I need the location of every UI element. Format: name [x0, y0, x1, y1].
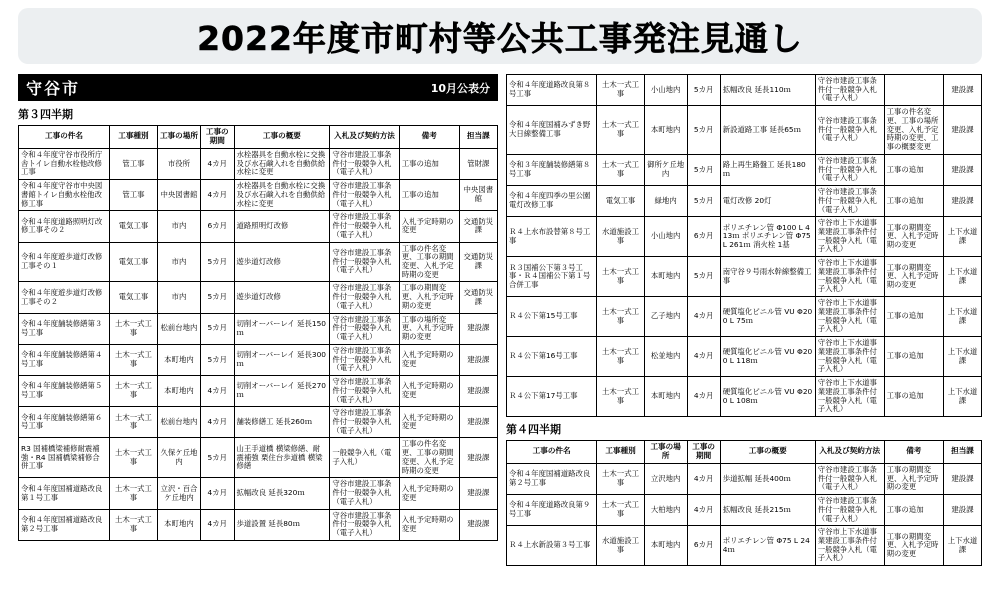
cell-note	[884, 75, 943, 106]
cell-note: 工事の追加	[884, 377, 943, 417]
cell-method: 守谷市建設工事条件付一般競争入札（電子入札）	[330, 344, 399, 375]
cell-note: 入札予定時期の変更	[399, 344, 459, 375]
cell-summary: 歩道設置 延長80ｍ	[234, 509, 330, 540]
col-header-period: 工事の期間	[201, 126, 235, 149]
cell-period: 5カ月	[687, 75, 720, 106]
cell-place: 松前台地内	[157, 407, 200, 438]
cell-method: 守谷市建設工事条件付一般競争入札（電子入札）	[330, 242, 399, 282]
cell-name: 令和４年度遊歩道灯改修工事その２	[19, 282, 110, 313]
cell-note: 工事の期間変更、入札予定時期の変更	[884, 463, 943, 494]
section-label-q4: 第４四半期	[506, 422, 561, 436]
cell-place: 小山地内	[644, 75, 687, 106]
cell-name: Ｒ４公下第16号工事	[507, 337, 597, 377]
cell-note: 入札予定時期の変更	[399, 376, 459, 407]
cell-note: 入札予定時期の変更	[399, 407, 459, 438]
cell-name: 令和４年度舗装修繕第４号工事	[19, 344, 110, 375]
col-header-period: 工事の期間	[687, 440, 720, 463]
cell-type: 土木一式工事	[597, 297, 645, 337]
cell-period: 5カ月	[201, 313, 235, 344]
cell-name: 令和４年度舗装修繕第３号工事	[19, 313, 110, 344]
cell-method: 守谷市上下水道事業建設工事条件付一般競争入札（電子入札）	[815, 297, 884, 337]
cell-name: 令和４年度道路照明灯改修工事その２	[19, 211, 110, 242]
cell-type: 土木一式工事	[597, 463, 645, 494]
cell-dept: 上下水道課	[944, 297, 982, 337]
table-row	[507, 154, 982, 185]
cell-note: 工事の追加	[399, 180, 459, 211]
cell-note: 工事の追加	[884, 154, 943, 185]
cell-note: 工事の件名変更、工事の期間変更、入札予定時期の変更	[399, 242, 459, 282]
cell-note: 入札予定時期の変更	[399, 509, 459, 540]
cell-method: 守谷市建設工事条件付一般競争入札（電子入札）	[815, 106, 884, 155]
cell-summary: 舗装修繕工 延長260ｍ	[234, 407, 330, 438]
cell-type: 土木一式工事	[110, 509, 158, 540]
col-header-method: 入札及び契約方法	[815, 440, 884, 463]
cell-type: 電気工事	[597, 186, 645, 217]
cell-method: 守谷市建設工事条件付一般競争入札（電子入札）	[330, 282, 399, 313]
title-banner	[18, 8, 982, 64]
cell-period: 6カ月	[687, 217, 720, 257]
table-header-row	[19, 126, 498, 149]
cell-place: 久保ケ丘地内	[157, 438, 200, 478]
table-row	[19, 438, 498, 478]
cell-summary: 新設道路工事 延長65ｍ	[720, 106, 815, 155]
col-header-type: 工事種別	[110, 126, 158, 149]
cell-place: 市内	[157, 242, 200, 282]
cell-name: 令和４年度四季の里公園電灯改修工事	[507, 186, 597, 217]
cell-place: 松並地内	[644, 337, 687, 377]
cell-summary: 路上再生路盤工 延長180ｍ	[720, 154, 815, 185]
cell-method: 守谷市建設工事条件付一般競争入札（電子入札）	[815, 186, 884, 217]
cell-method: 守谷市建設工事条件付一般競争入札（電子入札）	[330, 148, 399, 179]
cell-summary: 遊歩道灯改修	[234, 242, 330, 282]
cell-period: 4カ月	[687, 337, 720, 377]
col-header-name: 工事の件名	[507, 440, 597, 463]
cell-summary: 道路照明灯改修	[234, 211, 330, 242]
cell-name: 令和４年度道路改良第８号工事	[507, 75, 597, 106]
cell-method: 守谷市建設工事条件付一般競争入札（電子入札）	[330, 313, 399, 344]
cell-period: 4カ月	[201, 407, 235, 438]
cell-summary: 歩道拡幅 延長400ｍ	[720, 463, 815, 494]
cell-summary: 切削オーバーレイ 延長150ｍ	[234, 313, 330, 344]
cell-place: 市役所	[157, 148, 200, 179]
cell-type: 土木一式工事	[597, 495, 645, 526]
cell-method: 守谷市建設工事条件付一般競争入札（電子入札）	[330, 509, 399, 540]
cell-place: 立沢・百合ケ丘地内	[157, 478, 200, 509]
cell-period: 5カ月	[201, 282, 235, 313]
cell-name: 令和４年度遊歩道灯改修工事その１	[19, 242, 110, 282]
cell-place: 小山地内	[644, 217, 687, 257]
cell-type: 管工事	[110, 148, 158, 179]
table-q4-right	[506, 440, 982, 566]
cell-method: 守谷市建設工事条件付一般競争入札（電子入札）	[330, 180, 399, 211]
table-row	[507, 217, 982, 257]
page-title: 2022年度市町村等公共工事発注見通し	[197, 18, 803, 58]
cell-type: 土木一式工事	[597, 337, 645, 377]
table-row	[19, 148, 498, 179]
table-row	[507, 377, 982, 417]
cell-name: Ｒ４公下第15号工事	[507, 297, 597, 337]
cell-dept: 建設課	[459, 376, 497, 407]
cell-period: 5カ月	[201, 438, 235, 478]
cell-period: 6カ月	[201, 211, 235, 242]
cell-type: 電気工事	[110, 242, 158, 282]
table-row	[507, 257, 982, 297]
cell-period: 5カ月	[201, 242, 235, 282]
cell-name: 令和４年度国補道路改良第１号工事	[19, 478, 110, 509]
cell-type: 水道施設工事	[597, 217, 645, 257]
cell-dept: 上下水道課	[944, 217, 982, 257]
cell-type: 土木一式工事	[597, 75, 645, 106]
table-body-left	[19, 148, 498, 540]
cell-dept: 建設課	[459, 478, 497, 509]
table-row	[507, 526, 982, 566]
cell-dept: 上下水道課	[944, 526, 982, 566]
cell-note: 工事の件名変更、工事の期間変更、入札予定時期の変更	[399, 438, 459, 478]
cell-type: 電気工事	[110, 211, 158, 242]
cell-dept: 上下水道課	[944, 337, 982, 377]
cell-place: 本町地内	[157, 344, 200, 375]
cell-place: 本町地内	[644, 257, 687, 297]
cell-type: 土木一式工事	[597, 154, 645, 185]
col-header-dept: 担当課	[944, 440, 982, 463]
cell-summary: ポリエチレン管 Φ75 L 244ｍ	[720, 526, 815, 566]
cell-dept: 建設課	[944, 186, 982, 217]
cell-method: 守谷市建設工事条件付一般競争入札（電子入札）	[815, 75, 884, 106]
col-header-name: 工事の件名	[19, 126, 110, 149]
cell-note: 入札予定時期の変更	[399, 211, 459, 242]
cell-dept: 建設課	[459, 407, 497, 438]
cell-dept: 建設課	[944, 106, 982, 155]
cell-note: 工事の追加	[884, 297, 943, 337]
cell-period: 4カ月	[201, 478, 235, 509]
cell-type: 土木一式工事	[597, 106, 645, 155]
col-header-summary: 工事の概要	[234, 126, 330, 149]
cell-note: 工事の件名変更、工事の場所変更、入札予定時期の変更、工事の概要変更	[884, 106, 943, 155]
cell-summary: 切削オーバーレイ 延長270ｍ	[234, 376, 330, 407]
cell-summary: 南守谷９号雨水幹線整備工事	[720, 257, 815, 297]
cell-summary: 電灯改修 20灯	[720, 186, 815, 217]
cell-name: Ｒ４公下第17号工事	[507, 377, 597, 417]
cell-dept: 建設課	[944, 75, 982, 106]
cell-place: 緑地内	[644, 186, 687, 217]
table-row	[507, 337, 982, 377]
cell-place: 中央図書館	[157, 180, 200, 211]
table-row	[19, 407, 498, 438]
cell-name: 令和４年度道路改良第９号工事	[507, 495, 597, 526]
cell-name: 令和４年度国補道路改良第２号工事	[507, 463, 597, 494]
table-row	[19, 242, 498, 282]
cell-dept: 交通防災課	[459, 242, 497, 282]
cell-method: 守谷市上下水道事業建設工事条件付一般競争入札（電子入札）	[815, 337, 884, 377]
cell-method: 守谷市建設工事条件付一般競争入札（電子入札）	[815, 154, 884, 185]
table-row	[19, 180, 498, 211]
cell-type: 土木一式工事	[597, 257, 645, 297]
cell-method: 守谷市建設工事条件付一般競争入札（電子入札）	[330, 478, 399, 509]
col-header-note: 備考	[399, 126, 459, 149]
table-body-right-q4	[507, 463, 982, 565]
col-header-type: 工事種別	[597, 440, 645, 463]
col-header-summary: 工事の概要	[720, 440, 815, 463]
cell-period: 4カ月	[687, 377, 720, 417]
cell-type: 管工事	[110, 180, 158, 211]
cell-method: 守谷市上下水道事業建設工事条件付一般競争入札（電子入札）	[815, 217, 884, 257]
cell-period: 5カ月	[687, 106, 720, 155]
cell-name: 令和４年度舗装修繕第５号工事	[19, 376, 110, 407]
cell-summary: 拡幅改良 延長215ｍ	[720, 495, 815, 526]
cell-method: 守谷市建設工事条件付一般競争入札（電子入札）	[330, 211, 399, 242]
cell-summary: 水栓器具を自動水栓に交換及び水石鹸入れを自動供給水栓に変更	[234, 148, 330, 179]
col-header-place: 工事の場所	[644, 440, 687, 463]
table-q3-right	[506, 74, 982, 417]
cell-place: 乙子地内	[644, 297, 687, 337]
cell-type: 水道施設工事	[597, 526, 645, 566]
cell-place: 本町地内	[644, 377, 687, 417]
table-row	[507, 75, 982, 106]
cell-note: 工事の追加	[884, 337, 943, 377]
cell-place: 本町地内	[157, 509, 200, 540]
cell-method: 守谷市建設工事条件付一般競争入札（電子入札）	[815, 495, 884, 526]
cell-method: 守谷市建設工事条件付一般競争入札（電子入札）	[815, 463, 884, 494]
cell-name: 令和４年度国補みずき野大日線整備工事	[507, 106, 597, 155]
cell-period: 4カ月	[687, 463, 720, 494]
cell-summary: 拡幅改良 延長110ｍ	[720, 75, 815, 106]
cell-period: 5カ月	[687, 257, 720, 297]
cell-name: 令和３年度舗装修繕第８号工事	[507, 154, 597, 185]
col-header-note: 備考	[884, 440, 943, 463]
cell-dept: 建設課	[459, 313, 497, 344]
cell-period: 4カ月	[687, 495, 720, 526]
cell-place: 松前台地内	[157, 313, 200, 344]
cell-place: 御所ケ丘地内	[644, 154, 687, 185]
cell-note: 工事の場所変更、入札予定時期の変更	[399, 313, 459, 344]
cell-method: 一般競争入札（電子入札）	[330, 438, 399, 478]
cell-dept: 上下水道課	[944, 257, 982, 297]
cell-name: 令和４年度国補道路改良第２号工事	[19, 509, 110, 540]
table-row	[19, 313, 498, 344]
right-column	[506, 74, 982, 566]
cell-note: 工事の追加	[884, 495, 943, 526]
cell-place: 本町地内	[157, 376, 200, 407]
cell-period: 6カ月	[687, 526, 720, 566]
cell-summary: 硬質塩化ビニル管 VU Φ200 L 118ｍ	[720, 337, 815, 377]
cell-note: 工事の追加	[884, 186, 943, 217]
table-row	[507, 297, 982, 337]
cell-name: Ｒ４上水布設替第８号工事	[507, 217, 597, 257]
cell-name: 令和４年度守谷市役所庁舎トイレ自動水栓他改修工事	[19, 148, 110, 179]
table-row	[507, 106, 982, 155]
table-header-row	[507, 440, 982, 463]
cell-summary: 切削オーバーレイ 延長300ｍ	[234, 344, 330, 375]
cell-dept: 建設課	[944, 154, 982, 185]
cell-type: 土木一式工事	[110, 376, 158, 407]
cell-method: 守谷市上下水道事業建設工事条件付一般競争入札（電子入札）	[815, 526, 884, 566]
cell-dept: 交通防災課	[459, 211, 497, 242]
cell-note: 工事の期間変更、入札予定時期の変更	[884, 526, 943, 566]
cell-summary: ポリエチレン管 Φ100 L 413ｍ ポリエチレン管 Φ75 L 261ｍ 消火栓 1基	[720, 217, 815, 257]
cell-name: Ｒ４上水新設第３号工事	[507, 526, 597, 566]
cell-note: 工事の期間変更、入札予定時期の変更	[884, 257, 943, 297]
table-row	[507, 186, 982, 217]
cell-note: 工事の期間変更、入札予定時期の変更	[884, 217, 943, 257]
cell-dept: 上下水道課	[944, 377, 982, 417]
cell-summary: 硬質塩化ビニル管 VU Φ200 L 75ｍ	[720, 297, 815, 337]
col-header-place: 工事の場所	[157, 126, 200, 149]
cell-type: 土木一式工事	[110, 478, 158, 509]
cell-period: 4カ月	[687, 297, 720, 337]
cell-name: 令和４年度守谷市中央図書館トイレ自動水栓他改修工事	[19, 180, 110, 211]
cell-place: 立沢地内	[644, 463, 687, 494]
cell-method: 守谷市建設工事条件付一般競争入札（電子入札）	[330, 376, 399, 407]
cell-method: 守谷市上下水道事業建設工事条件付一般競争入札（電子入札）	[815, 377, 884, 417]
cell-dept: 建設課	[459, 438, 497, 478]
table-row	[507, 463, 982, 494]
cell-summary: 硬質塩化ビニル管 VU Φ200 L 108ｍ	[720, 377, 815, 417]
cell-period: 4カ月	[201, 180, 235, 211]
cell-period: 5カ月	[201, 344, 235, 375]
table-q3-left	[18, 125, 498, 541]
cell-period: 5カ月	[687, 154, 720, 185]
city-name: 守谷市	[26, 79, 81, 98]
table-row	[507, 495, 982, 526]
cell-note: 工事の追加	[399, 148, 459, 179]
left-column	[18, 106, 498, 541]
cell-dept: 建設課	[944, 495, 982, 526]
cell-summary: 水栓器具を自動水栓に交換及び水石鹸入れを自動供給水栓に変更	[234, 180, 330, 211]
cell-summary: 山王手道橋 横梁修繕、耐震補強 栗住台歩道橋 横梁修繕	[234, 438, 330, 478]
cell-type: 電気工事	[110, 282, 158, 313]
city-header-bar	[18, 74, 498, 101]
cell-summary: 遊歩道灯改修	[234, 282, 330, 313]
cell-summary: 拡幅改良 延長320ｍ	[234, 478, 330, 509]
cell-dept: 建設課	[944, 463, 982, 494]
cell-name: Ｒ３国補公下第３号工事・Ｒ４国補公下第１号合併工事	[507, 257, 597, 297]
cell-type: 土木一式工事	[110, 313, 158, 344]
section-label-q3: 第３四半期	[18, 108, 73, 121]
cell-period: 4カ月	[201, 148, 235, 179]
cell-type: 土木一式工事	[110, 344, 158, 375]
cell-name: R3 国補橋梁補修耐震補強・R4 国補橋梁補修合併工事	[19, 438, 110, 478]
cell-dept: 中央図書館	[459, 180, 497, 211]
table-row	[19, 282, 498, 313]
cell-type: 土木一式工事	[597, 377, 645, 417]
cell-period: 4カ月	[201, 376, 235, 407]
table-row	[19, 211, 498, 242]
cell-place: 本町地内	[644, 106, 687, 155]
cell-place: 市内	[157, 282, 200, 313]
cell-name: 令和４年度舗装修繕第６号工事	[19, 407, 110, 438]
cell-period: 4カ月	[201, 509, 235, 540]
col-header-dept: 担当課	[459, 126, 497, 149]
cell-type: 土木一式工事	[110, 438, 158, 478]
cell-type: 土木一式工事	[110, 407, 158, 438]
table-row	[19, 478, 498, 509]
cell-place: 大柏地内	[644, 495, 687, 526]
cell-note: 入札予定時期の変更	[399, 478, 459, 509]
table-row	[19, 376, 498, 407]
publish-date: 10月公表分	[430, 81, 490, 95]
cell-dept: 建設課	[459, 509, 497, 540]
table-row	[19, 344, 498, 375]
cell-dept: 建設課	[459, 344, 497, 375]
cell-dept: 交通防災課	[459, 282, 497, 313]
cell-note: 工事の期間変更、入札予定時期の変更	[399, 282, 459, 313]
cell-place: 市内	[157, 211, 200, 242]
cell-method: 守谷市建設工事条件付一般競争入札（電子入札）	[330, 407, 399, 438]
table-row	[19, 509, 498, 540]
cell-place: 本町地内	[644, 526, 687, 566]
table-body-right-q3	[507, 75, 982, 417]
cell-method: 守谷市上下水道事業建設工事条件付一般競争入札（電子入札）	[815, 257, 884, 297]
col-header-method: 入札及び契約方法	[330, 126, 399, 149]
cell-dept: 管財課	[459, 148, 497, 179]
cell-period: 5カ月	[687, 186, 720, 217]
